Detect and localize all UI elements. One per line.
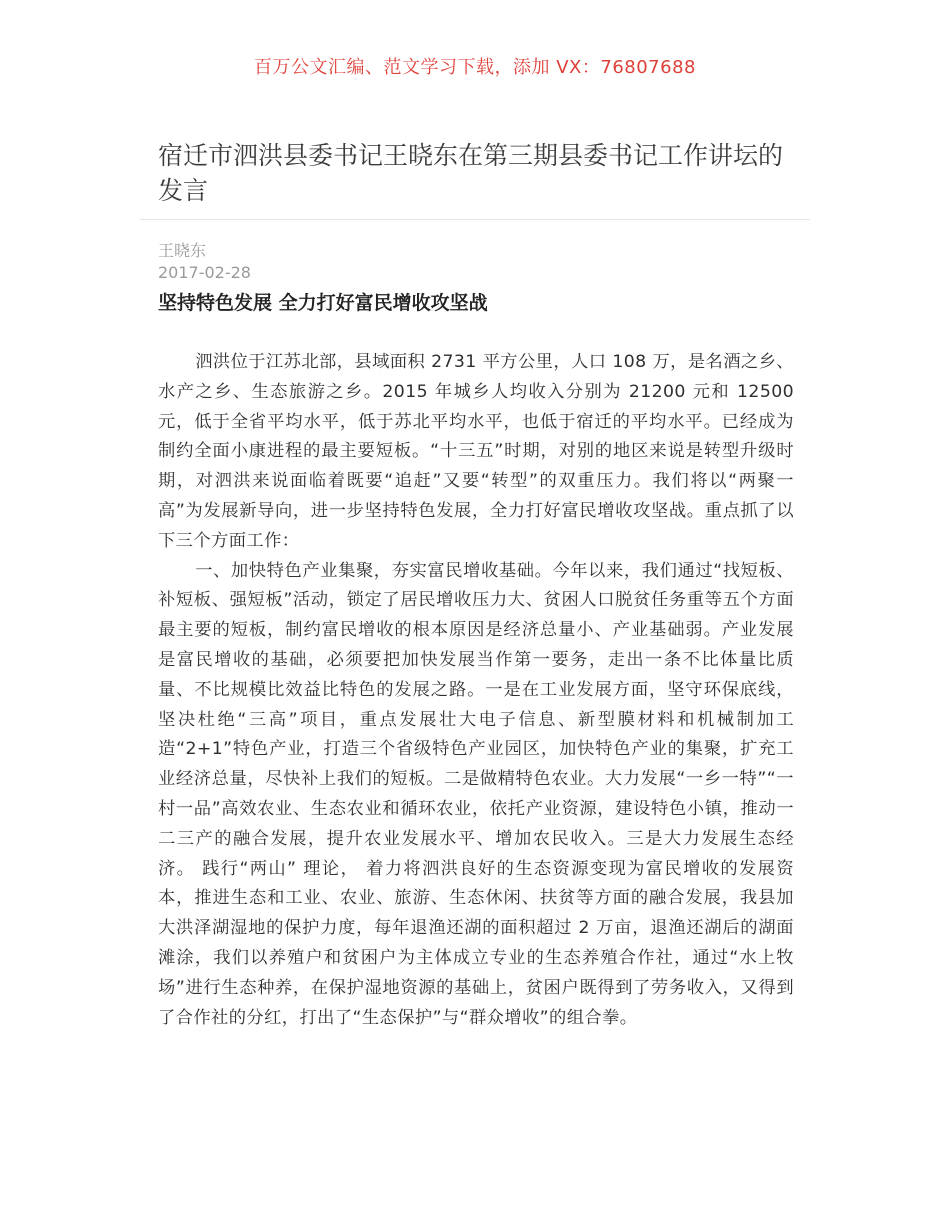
article-author: 王晓东 [158,241,207,260]
body-paragraph: 一、加快特色产业集聚，夯实富民增收基础。今年以来，我们通过“找短板、补短板、强短板”活动，锁定了居民增收压力大、贫困人口脱贫任务重等五个方面最主要的短板，制约富民增收的根本原因是经济总量小、产业基础弱。产业发展是富民增收的基础，必须要把加快发展当作第一要务，走出一条不比体量比质量、不比规模比效益比特色的发展之路。一是在工业发展方面，坚守环保底线，坚决杜绝“三高”项目，重点发展壮大电子信息、新型膜材料和机械制加工造“2+1”特色产业，打造三个省级特色产业园区，加快特色产业的集聚，扩充工业经济总量，尽快补上我们的短板。二是做精特色农业。大力发展“一乡一特”“一村一品”高效农业、生态农业和循环农业，依托产业资源，建设特色小镇，推动一二三产的融合发展，提升农业发展水平、增加农民收入。三是大力发展生态经济。 践行“两山” 理论， 着力将泗洪良好的生态资源变现为富民增收的发展资本，推进生态和工业、农业、旅游、生态休闲、扶贫等方面的融合发展，我县加大洪泽湖湿地的保护力度，每年退渔还湖的面积超过 2 万亩，退渔还湖后的湖面滩涂，我们以养殖户和贫困户为主体成立专业的生态养殖合作社，通过“水上牧场”进行生态种养，在保护湿地资源的基础上，贫困户既得到了劳务收入，又得到了合作社的分红，打出了“生态保护”与“群众增收”的组合拳。 [158,560,794,1028]
body-paragraph: 泗洪位于江苏北部，县域面积 2731 平方公里，人口 108 万，是名酒之乡、水产之乡、生态旅游之乡。2015 年城乡人均收入分别为 21200 元和 12500 元，低于全省平均水平，低于苏北平均水平，也低于宿迁的平均水平。已经成为制约全面小康进程的最主要短板。“十三五”时期，对别的地区来说是转型升级时期，对泗洪来说面临着既要“追赶”又要“转型”的双重压力。我们将以“两聚一高”为发展新导向，进一步坚持特色发展，全力打好富民增收攻坚战。重点抓了以下三个方面工作： [158,352,794,551]
article-title: 宿迁市泗洪县委书记王晓东在第三期县委书记工作讲坛的发言 [158,141,784,205]
article-date: 2017-02-28 [158,263,251,282]
article-body [158,348,794,1033]
promo-banner: 百万公文汇编、范文学习下载，添加 VX：76807688 [254,57,696,78]
title-divider [140,219,810,220]
article-subtitle: 坚持特色发展 全力打好富民增收攻坚战 [158,292,488,314]
